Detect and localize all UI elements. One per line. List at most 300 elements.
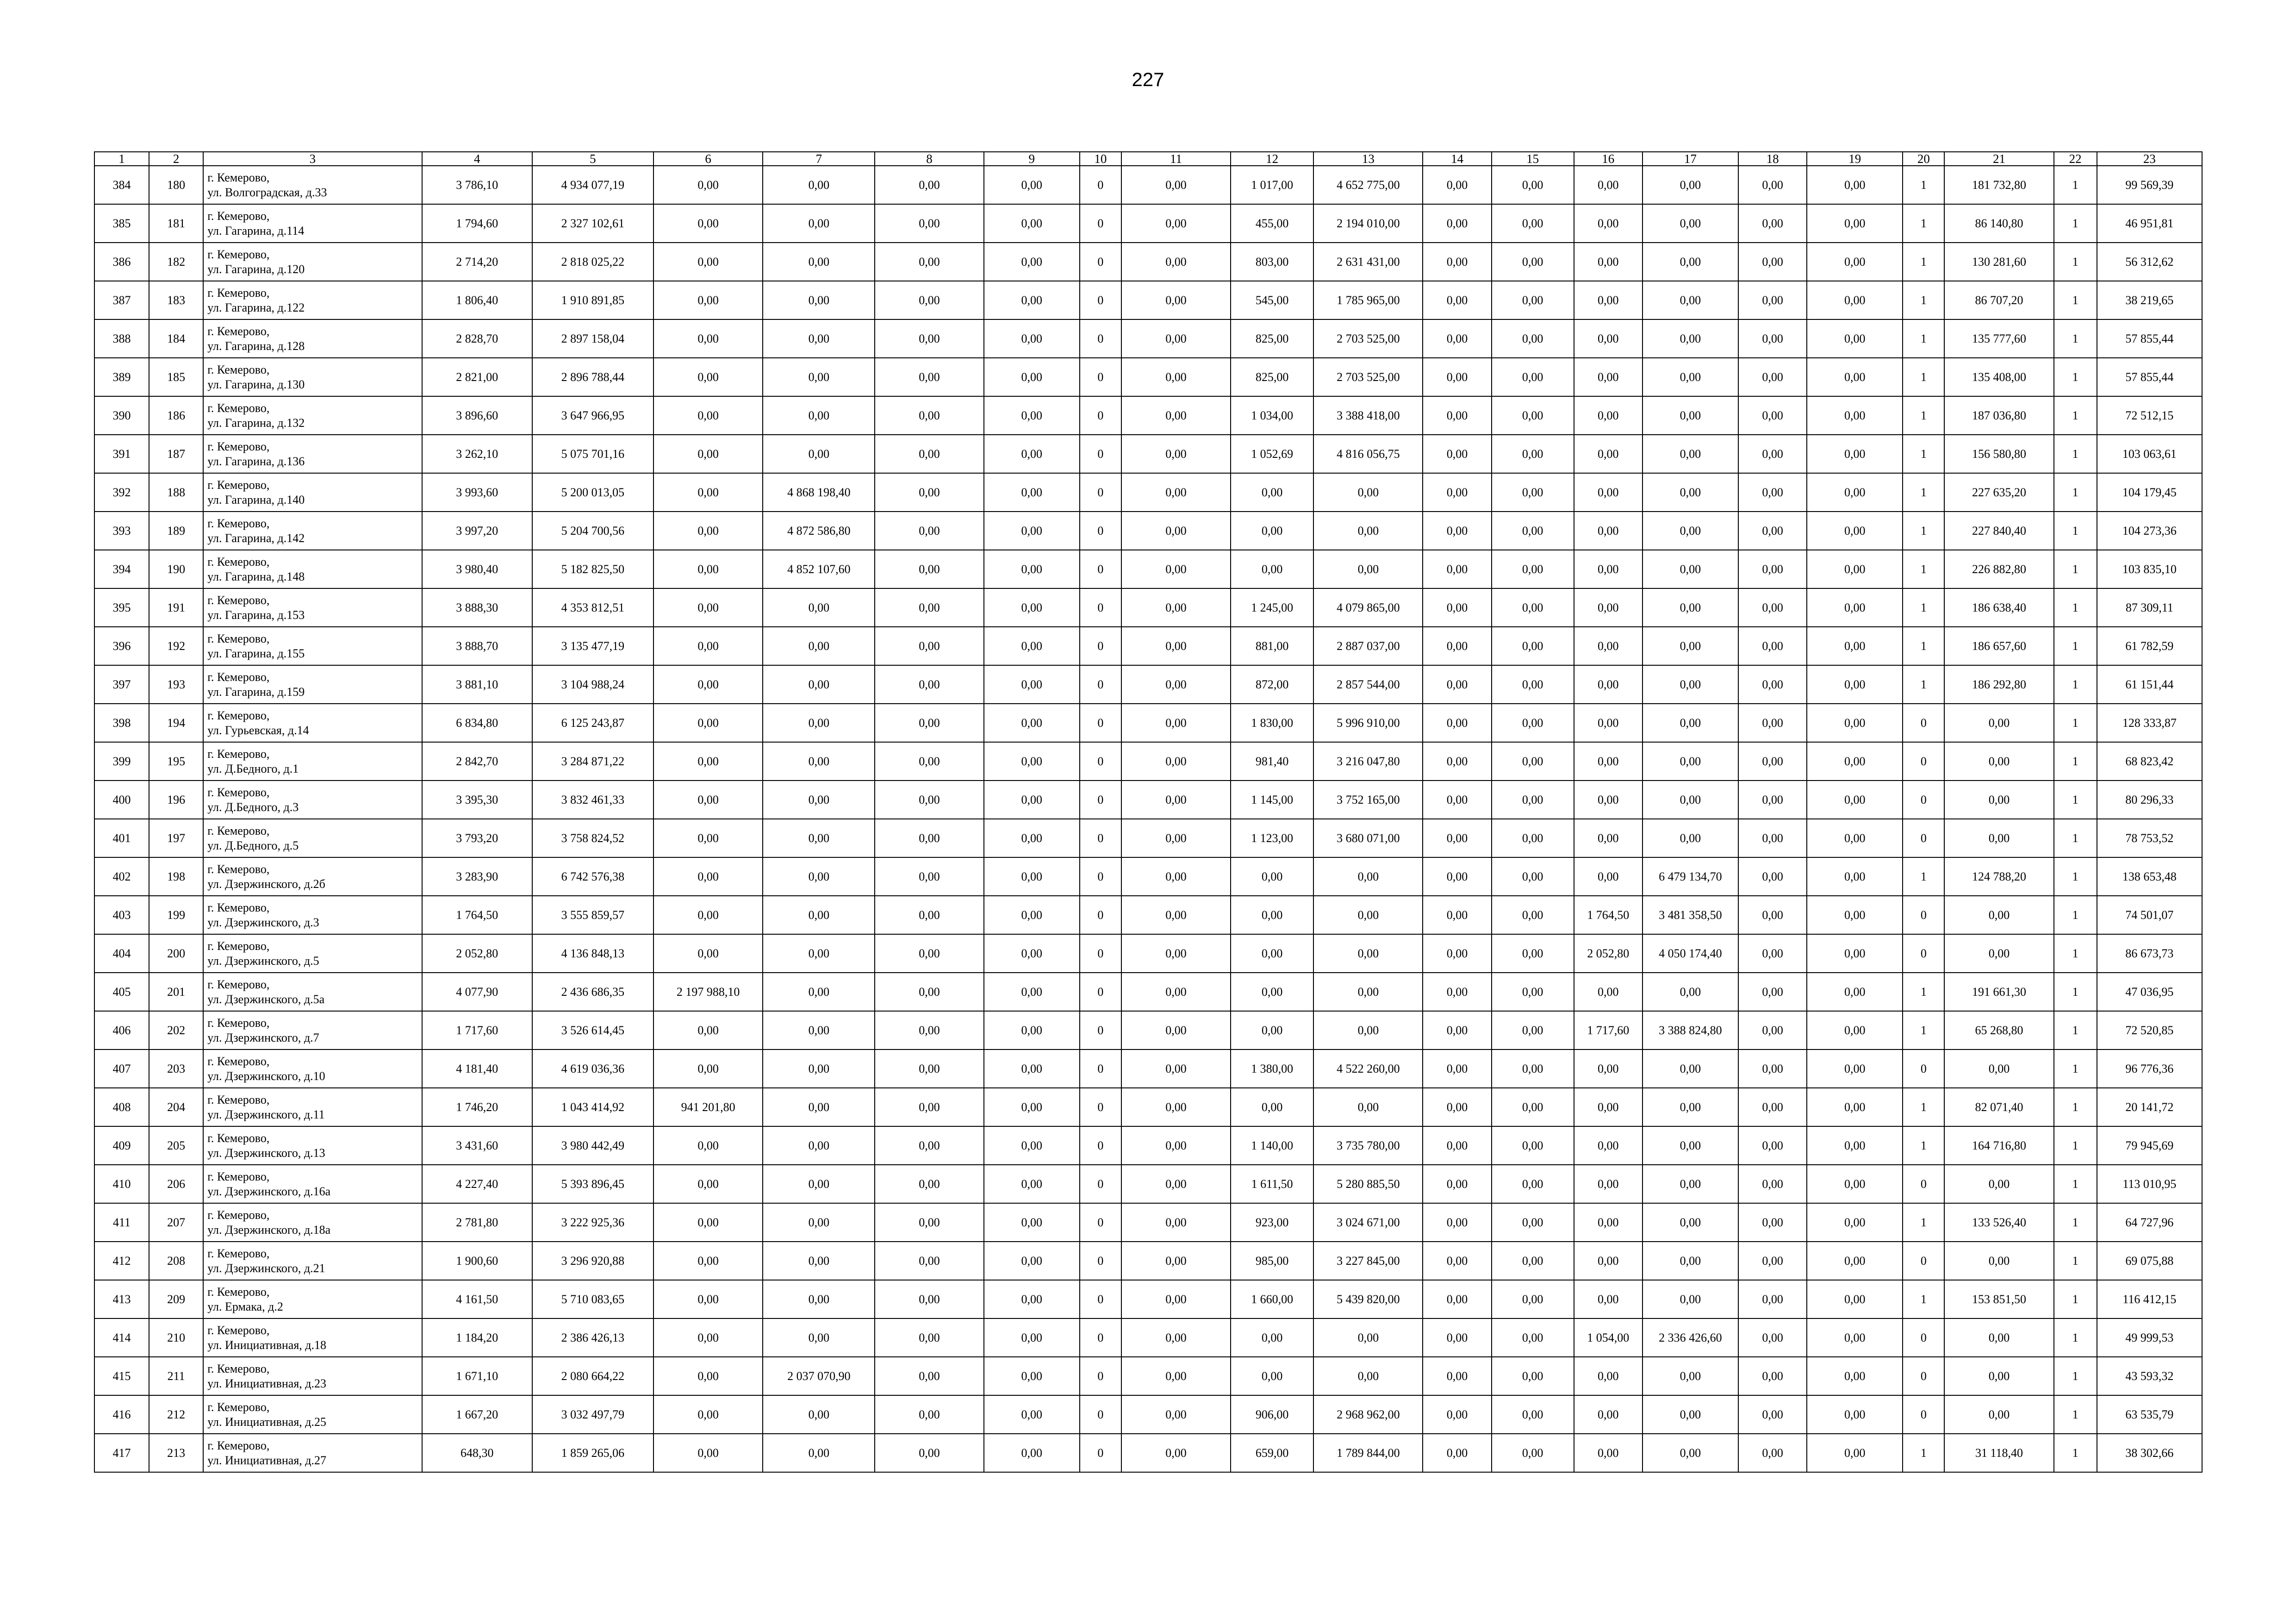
cell-col-5: 5 200 013,05 (532, 473, 653, 512)
cell-col-23: 64 727,96 (2097, 1203, 2202, 1242)
cell-col-19: 0,00 (1807, 781, 1903, 819)
cell-col-5: 3 222 925,36 (532, 1203, 653, 1242)
cell-col-9: 0,00 (984, 204, 1080, 243)
cell-col-10: 0 (1080, 665, 1121, 704)
cell-col-18: 0,00 (1738, 742, 1807, 781)
cell-col-9: 0,00 (984, 1242, 1080, 1280)
cell-col-15: 0,00 (1492, 896, 1574, 934)
cell-col-5: 5 710 083,65 (532, 1280, 653, 1318)
cell-col-5: 2 436 686,35 (532, 973, 653, 1011)
cell-col-13: 0,00 (1313, 1318, 1423, 1357)
cell-col-19: 0,00 (1807, 973, 1903, 1011)
cell-col-15: 0,00 (1492, 166, 1574, 204)
cell-col-7: 0,00 (763, 1242, 875, 1280)
cell-col-1: 384 (94, 166, 149, 204)
cell-col-11: 0,00 (1121, 704, 1231, 742)
cell-col-8: 0,00 (875, 704, 983, 742)
cell-col-11: 0,00 (1121, 665, 1231, 704)
cell-col-23: 20 141,72 (2097, 1088, 2202, 1126)
cell-col-12: 881,00 (1231, 627, 1313, 665)
cell-col-4: 1 746,20 (422, 1088, 532, 1126)
cell-col-20: 1 (1903, 588, 1944, 627)
cell-col-5: 1 043 414,92 (532, 1088, 653, 1126)
cell-col-13: 2 887 037,00 (1313, 627, 1423, 665)
cell-col-2: 194 (149, 704, 203, 742)
cell-col-18: 0,00 (1738, 627, 1807, 665)
cell-col-14: 0,00 (1423, 1434, 1491, 1472)
cell-col-7: 0,00 (763, 166, 875, 204)
cell-col-16: 0,00 (1574, 742, 1643, 781)
cell-col-9: 0,00 (984, 934, 1080, 973)
address-city: г. Кемерово, (207, 1323, 270, 1337)
cell-col-18: 0,00 (1738, 934, 1807, 973)
cell-col-16: 0,00 (1574, 857, 1643, 896)
cell-col-20: 0 (1903, 819, 1944, 857)
cell-col-23: 99 569,39 (2097, 166, 2202, 204)
cell-col-7: 0,00 (763, 396, 875, 435)
cell-col-7: 0,00 (763, 742, 875, 781)
address-cell (203, 166, 422, 204)
cell-col-8: 0,00 (875, 627, 983, 665)
address-city: г. Кемерово, (207, 478, 270, 492)
cell-col-14: 0,00 (1423, 973, 1491, 1011)
cell-col-5: 4 353 812,51 (532, 588, 653, 627)
cell-col-17: 0,00 (1643, 588, 1738, 627)
column-header: 20 (1903, 152, 1944, 166)
cell-col-20: 1 (1903, 396, 1944, 435)
cell-col-4: 3 980,40 (422, 550, 532, 588)
cell-col-5: 3 296 920,88 (532, 1242, 653, 1280)
cell-col-20: 1 (1903, 319, 1944, 358)
cell-col-13: 1 785 965,00 (1313, 281, 1423, 319)
cell-col-2: 207 (149, 1203, 203, 1242)
address-street: ул. Гагарина, д.142 (207, 531, 305, 545)
address-cell (203, 1088, 422, 1126)
cell-col-22: 1 (2054, 358, 2097, 396)
cell-col-6: 0,00 (653, 588, 763, 627)
column-header: 22 (2054, 152, 2097, 166)
address-city: г. Кемерово, (207, 1016, 270, 1030)
cell-col-18: 0,00 (1738, 973, 1807, 1011)
cell-col-15: 0,00 (1492, 1357, 1574, 1395)
cell-col-1: 385 (94, 204, 149, 243)
cell-col-8: 0,00 (875, 781, 983, 819)
cell-col-6: 0,00 (653, 550, 763, 588)
cell-col-14: 0,00 (1423, 819, 1491, 857)
cell-col-9: 0,00 (984, 319, 1080, 358)
cell-col-21: 86 707,20 (1944, 281, 2053, 319)
cell-col-16: 0,00 (1574, 627, 1643, 665)
cell-col-20: 1 (1903, 473, 1944, 512)
address-city: г. Кемерово, (207, 1246, 270, 1260)
cell-col-23: 69 075,88 (2097, 1242, 2202, 1280)
cell-col-11: 0,00 (1121, 1165, 1231, 1203)
cell-col-11: 0,00 (1121, 934, 1231, 973)
cell-col-23: 103 835,10 (2097, 550, 2202, 588)
cell-col-21: 0,00 (1944, 1049, 2053, 1088)
address-street: ул. Гагарина, д.136 (207, 454, 305, 468)
cell-col-19: 0,00 (1807, 1049, 1903, 1088)
cell-col-12: 1 611,50 (1231, 1165, 1313, 1203)
cell-col-18: 0,00 (1738, 857, 1807, 896)
address-cell (203, 857, 422, 896)
cell-col-18: 0,00 (1738, 665, 1807, 704)
cell-col-6: 0,00 (653, 896, 763, 934)
cell-col-8: 0,00 (875, 857, 983, 896)
cell-col-8: 0,00 (875, 550, 983, 588)
column-header: 11 (1121, 152, 1231, 166)
column-header: 13 (1313, 152, 1423, 166)
cell-col-1: 412 (94, 1242, 149, 1280)
cell-col-2: 210 (149, 1318, 203, 1357)
cell-col-17: 6 479 134,70 (1643, 857, 1738, 896)
cell-col-17: 0,00 (1643, 1242, 1738, 1280)
cell-col-12: 0,00 (1231, 1318, 1313, 1357)
cell-col-18: 0,00 (1738, 781, 1807, 819)
cell-col-10: 0 (1080, 281, 1121, 319)
cell-col-17: 0,00 (1643, 166, 1738, 204)
address-cell (203, 281, 422, 319)
cell-col-12: 1 245,00 (1231, 588, 1313, 627)
cell-col-21: 65 268,80 (1944, 1011, 2053, 1049)
cell-col-15: 0,00 (1492, 512, 1574, 550)
cell-col-10: 0 (1080, 1011, 1121, 1049)
cell-col-21: 187 036,80 (1944, 396, 2053, 435)
cell-col-16: 1 717,60 (1574, 1011, 1643, 1049)
table-row (94, 896, 2202, 934)
cell-col-22: 1 (2054, 665, 2097, 704)
cell-col-22: 1 (2054, 1357, 2097, 1395)
cell-col-9: 0,00 (984, 358, 1080, 396)
table-row (94, 665, 2202, 704)
cell-col-14: 0,00 (1423, 243, 1491, 281)
cell-col-21: 0,00 (1944, 1318, 2053, 1357)
cell-col-2: 195 (149, 742, 203, 781)
cell-col-8: 0,00 (875, 1357, 983, 1395)
cell-col-15: 0,00 (1492, 934, 1574, 973)
cell-col-5: 2 080 664,22 (532, 1357, 653, 1395)
cell-col-22: 1 (2054, 1126, 2097, 1165)
cell-col-1: 409 (94, 1126, 149, 1165)
cell-col-8: 0,00 (875, 166, 983, 204)
cell-col-2: 206 (149, 1165, 203, 1203)
cell-col-2: 213 (149, 1434, 203, 1472)
cell-col-4: 1 671,10 (422, 1357, 532, 1395)
address-city: г. Кемерово, (207, 1438, 270, 1452)
cell-col-16: 0,00 (1574, 473, 1643, 512)
cell-col-17: 0,00 (1643, 396, 1738, 435)
cell-col-17: 3 481 358,50 (1643, 896, 1738, 934)
cell-col-19: 0,00 (1807, 204, 1903, 243)
address-city: г. Кемерово, (207, 170, 270, 184)
cell-col-11: 0,00 (1121, 627, 1231, 665)
column-header: 3 (203, 152, 422, 166)
cell-col-19: 0,00 (1807, 819, 1903, 857)
cell-col-4: 1 667,20 (422, 1395, 532, 1434)
cell-col-2: 182 (149, 243, 203, 281)
cell-col-1: 414 (94, 1318, 149, 1357)
cell-col-4: 1 806,40 (422, 281, 532, 319)
address-cell (203, 934, 422, 973)
address-city: г. Кемерово, (207, 1093, 270, 1106)
cell-col-9: 0,00 (984, 512, 1080, 550)
cell-col-4: 2 828,70 (422, 319, 532, 358)
cell-col-20: 1 (1903, 435, 1944, 473)
cell-col-4: 3 888,70 (422, 627, 532, 665)
cell-col-7: 0,00 (763, 857, 875, 896)
address-cell (203, 819, 422, 857)
address-cell (203, 973, 422, 1011)
cell-col-18: 0,00 (1738, 204, 1807, 243)
cell-col-15: 0,00 (1492, 1165, 1574, 1203)
cell-col-17: 0,00 (1643, 1280, 1738, 1318)
address-street: ул. Гагарина, д.114 (207, 224, 305, 237)
cell-col-1: 390 (94, 396, 149, 435)
cell-col-19: 0,00 (1807, 742, 1903, 781)
cell-col-10: 0 (1080, 1088, 1121, 1126)
address-cell (203, 1280, 422, 1318)
cell-col-4: 3 888,30 (422, 588, 532, 627)
cell-col-10: 0 (1080, 742, 1121, 781)
column-header: 18 (1738, 152, 1807, 166)
cell-col-9: 0,00 (984, 665, 1080, 704)
cell-col-14: 0,00 (1423, 1280, 1491, 1318)
cell-col-17: 0,00 (1643, 1088, 1738, 1126)
cell-col-21: 135 408,00 (1944, 358, 2053, 396)
cell-col-20: 1 (1903, 1434, 1944, 1472)
cell-col-10: 0 (1080, 435, 1121, 473)
column-number-row (94, 152, 2202, 166)
address-cell (203, 435, 422, 473)
cell-col-23: 104 273,36 (2097, 512, 2202, 550)
cell-col-21: 124 788,20 (1944, 857, 2053, 896)
cell-col-12: 985,00 (1231, 1242, 1313, 1280)
cell-col-13: 4 816 056,75 (1313, 435, 1423, 473)
cell-col-13: 2 703 525,00 (1313, 319, 1423, 358)
cell-col-7: 0,00 (763, 435, 875, 473)
cell-col-14: 0,00 (1423, 627, 1491, 665)
cell-col-6: 0,00 (653, 435, 763, 473)
cell-col-16: 0,00 (1574, 1280, 1643, 1318)
cell-col-5: 3 284 871,22 (532, 742, 653, 781)
cell-col-14: 0,00 (1423, 1395, 1491, 1434)
cell-col-6: 0,00 (653, 665, 763, 704)
table-row (94, 1049, 2202, 1088)
cell-col-23: 79 945,69 (2097, 1126, 2202, 1165)
cell-col-19: 0,00 (1807, 1011, 1903, 1049)
cell-col-18: 0,00 (1738, 550, 1807, 588)
cell-col-4: 4 227,40 (422, 1165, 532, 1203)
cell-col-18: 0,00 (1738, 281, 1807, 319)
cell-col-11: 0,00 (1121, 781, 1231, 819)
cell-col-19: 0,00 (1807, 166, 1903, 204)
cell-col-11: 0,00 (1121, 1203, 1231, 1242)
address-cell (203, 243, 422, 281)
address-cell (203, 358, 422, 396)
address-street: ул. Гагарина, д.155 (207, 646, 305, 660)
cell-col-19: 0,00 (1807, 281, 1903, 319)
cell-col-12: 825,00 (1231, 319, 1313, 358)
cell-col-10: 0 (1080, 1280, 1121, 1318)
cell-col-4: 4 181,40 (422, 1049, 532, 1088)
cell-col-17: 0,00 (1643, 358, 1738, 396)
cell-col-22: 1 (2054, 512, 2097, 550)
cell-col-10: 0 (1080, 588, 1121, 627)
address-street: ул. Дзержинского, д.5а (207, 992, 325, 1006)
cell-col-15: 0,00 (1492, 627, 1574, 665)
cell-col-22: 1 (2054, 1280, 2097, 1318)
cell-col-22: 1 (2054, 1203, 2097, 1242)
cell-col-6: 0,00 (653, 1434, 763, 1472)
cell-col-7: 0,00 (763, 319, 875, 358)
cell-col-17: 0,00 (1643, 1049, 1738, 1088)
cell-col-7: 0,00 (763, 1165, 875, 1203)
cell-col-15: 0,00 (1492, 473, 1574, 512)
cell-col-11: 0,00 (1121, 319, 1231, 358)
address-cell (203, 1203, 422, 1242)
address-street: ул. Д.Бедного, д.1 (207, 762, 299, 775)
cell-col-17: 0,00 (1643, 1357, 1738, 1395)
column-header: 2 (149, 152, 203, 166)
cell-col-1: 394 (94, 550, 149, 588)
cell-col-12: 659,00 (1231, 1434, 1313, 1472)
cell-col-16: 0,00 (1574, 1203, 1643, 1242)
cell-col-11: 0,00 (1121, 973, 1231, 1011)
cell-col-22: 1 (2054, 627, 2097, 665)
cell-col-6: 0,00 (653, 819, 763, 857)
cell-col-14: 0,00 (1423, 665, 1491, 704)
table-row (94, 358, 2202, 396)
cell-col-6: 0,00 (653, 281, 763, 319)
table-row (94, 319, 2202, 358)
cell-col-20: 0 (1903, 781, 1944, 819)
cell-col-7: 0,00 (763, 1318, 875, 1357)
cell-col-16: 0,00 (1574, 1165, 1643, 1203)
cell-col-21: 191 661,30 (1944, 973, 2053, 1011)
cell-col-20: 0 (1903, 896, 1944, 934)
cell-col-23: 56 312,62 (2097, 243, 2202, 281)
cell-col-16: 0,00 (1574, 512, 1643, 550)
address-street: ул. Гагарина, д.148 (207, 569, 305, 583)
cell-col-7: 4 852 107,60 (763, 550, 875, 588)
cell-col-12: 825,00 (1231, 358, 1313, 396)
cell-col-6: 2 197 988,10 (653, 973, 763, 1011)
cell-col-2: 204 (149, 1088, 203, 1126)
cell-col-22: 1 (2054, 435, 2097, 473)
cell-col-19: 0,00 (1807, 243, 1903, 281)
cell-col-13: 0,00 (1313, 1088, 1423, 1126)
cell-col-13: 3 752 165,00 (1313, 781, 1423, 819)
cell-col-11: 0,00 (1121, 281, 1231, 319)
cell-col-9: 0,00 (984, 588, 1080, 627)
cell-col-19: 0,00 (1807, 704, 1903, 742)
cell-col-15: 0,00 (1492, 204, 1574, 243)
cell-col-13: 0,00 (1313, 1357, 1423, 1395)
table-row (94, 473, 2202, 512)
cell-col-10: 0 (1080, 1126, 1121, 1165)
cell-col-12: 0,00 (1231, 473, 1313, 512)
cell-col-10: 0 (1080, 243, 1121, 281)
cell-col-1: 399 (94, 742, 149, 781)
cell-col-16: 0,00 (1574, 281, 1643, 319)
cell-col-23: 43 593,32 (2097, 1357, 2202, 1395)
cell-col-2: 200 (149, 934, 203, 973)
cell-col-4: 1 764,50 (422, 896, 532, 934)
cell-col-22: 1 (2054, 781, 2097, 819)
cell-col-2: 202 (149, 1011, 203, 1049)
cell-col-18: 0,00 (1738, 1318, 1807, 1357)
address-city: г. Кемерово, (207, 1400, 270, 1414)
cell-col-10: 0 (1080, 550, 1121, 588)
cell-col-1: 411 (94, 1203, 149, 1242)
cell-col-11: 0,00 (1121, 473, 1231, 512)
cell-col-11: 0,00 (1121, 1088, 1231, 1126)
cell-col-7: 0,00 (763, 1434, 875, 1472)
cell-col-2: 199 (149, 896, 203, 934)
address-city: г. Кемерово, (207, 401, 270, 415)
cell-col-4: 3 431,60 (422, 1126, 532, 1165)
cell-col-10: 0 (1080, 896, 1121, 934)
cell-col-15: 0,00 (1492, 665, 1574, 704)
table-row (94, 588, 2202, 627)
cell-col-17: 0,00 (1643, 627, 1738, 665)
cell-col-8: 0,00 (875, 1165, 983, 1203)
cell-col-17: 0,00 (1643, 1126, 1738, 1165)
address-city: г. Кемерово, (207, 670, 270, 684)
cell-col-2: 209 (149, 1280, 203, 1318)
cell-col-14: 0,00 (1423, 1049, 1491, 1088)
cell-col-10: 0 (1080, 781, 1121, 819)
cell-col-5: 3 135 477,19 (532, 627, 653, 665)
address-street: ул. Дзержинского, д.16а (207, 1184, 331, 1198)
cell-col-4: 3 262,10 (422, 435, 532, 473)
cell-col-14: 0,00 (1423, 1088, 1491, 1126)
cell-col-11: 0,00 (1121, 819, 1231, 857)
address-street: ул. Гагарина, д.130 (207, 377, 305, 391)
address-cell (203, 1011, 422, 1049)
cell-col-15: 0,00 (1492, 704, 1574, 742)
address-street: ул. Гагарина, д.159 (207, 685, 305, 699)
table-row (94, 1203, 2202, 1242)
table-body (94, 166, 2202, 1472)
address-city: г. Кемерово, (207, 324, 270, 338)
cell-col-7: 0,00 (763, 973, 875, 1011)
cell-col-6: 0,00 (653, 166, 763, 204)
cell-col-9: 0,00 (984, 1318, 1080, 1357)
cell-col-23: 87 309,11 (2097, 588, 2202, 627)
column-header: 23 (2097, 152, 2202, 166)
cell-col-23: 61 782,59 (2097, 627, 2202, 665)
cell-col-6: 0,00 (653, 1280, 763, 1318)
cell-col-16: 0,00 (1574, 358, 1643, 396)
cell-col-17: 0,00 (1643, 319, 1738, 358)
cell-col-7: 0,00 (763, 627, 875, 665)
cell-col-12: 0,00 (1231, 934, 1313, 973)
cell-col-2: 208 (149, 1242, 203, 1280)
cell-col-15: 0,00 (1492, 1126, 1574, 1165)
cell-col-12: 1 123,00 (1231, 819, 1313, 857)
cell-col-9: 0,00 (984, 1280, 1080, 1318)
address-cell (203, 512, 422, 550)
table-row (94, 1088, 2202, 1126)
cell-col-17: 0,00 (1643, 1203, 1738, 1242)
cell-col-18: 0,00 (1738, 588, 1807, 627)
cell-col-2: 184 (149, 319, 203, 358)
cell-col-22: 1 (2054, 1395, 2097, 1434)
cell-col-7: 0,00 (763, 1088, 875, 1126)
cell-col-5: 3 647 966,95 (532, 396, 653, 435)
cell-col-22: 1 (2054, 473, 2097, 512)
